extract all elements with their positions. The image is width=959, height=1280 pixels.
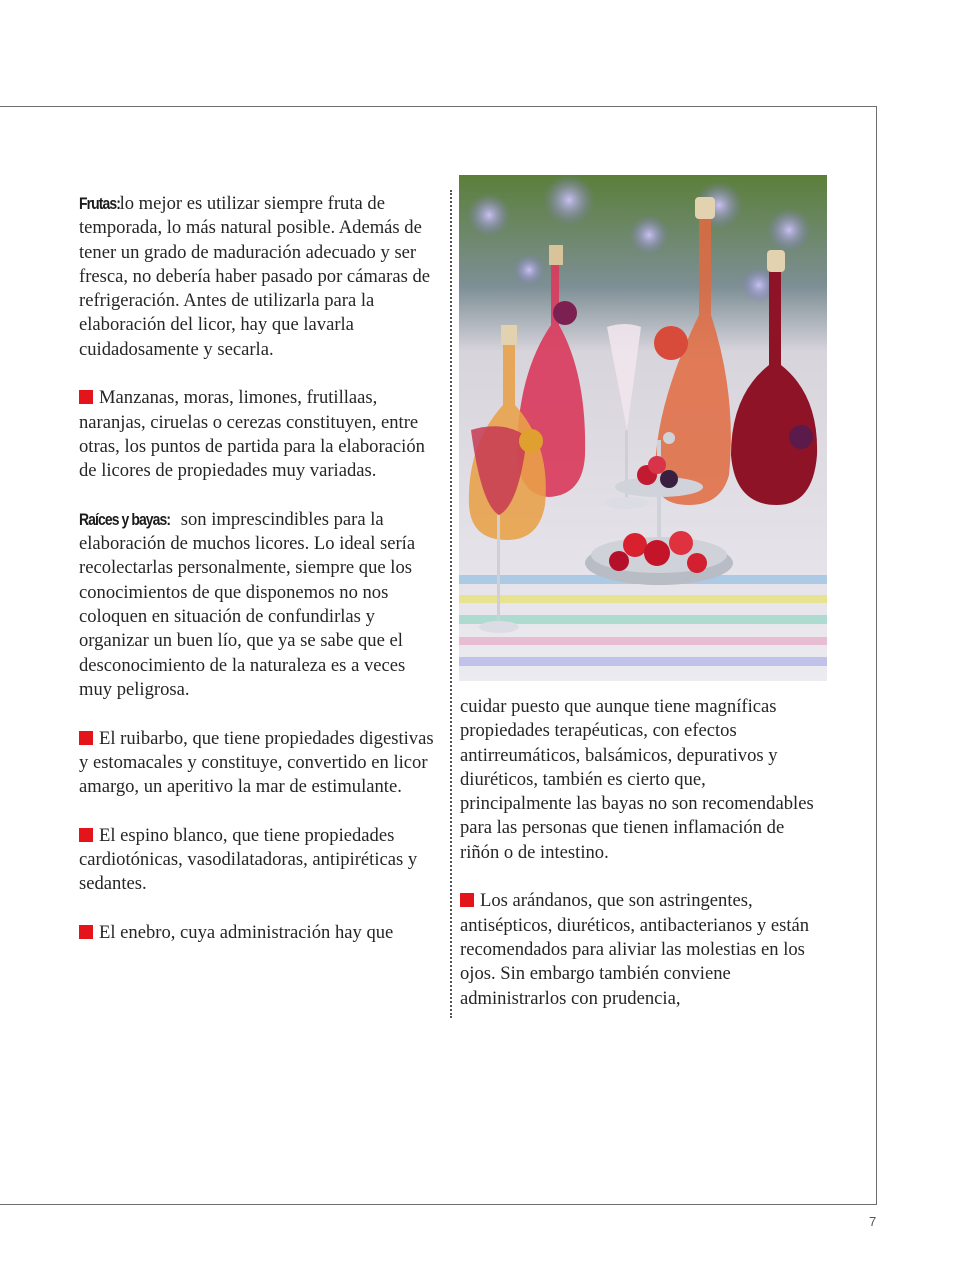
liqueur-bottles-photo [459, 175, 827, 681]
right-column [460, 695, 820, 1035]
column-divider [450, 190, 452, 1018]
red-square-bullet [79, 390, 93, 404]
page-number: 7 [869, 1214, 877, 1229]
label-raices-bayas: Raíces y bayas: [79, 509, 171, 529]
text-arandanos: Los arándanos, que son astringentes, antisépticos, diuréticos, antibacterianos y están recomendados para aliviar las molestias en los ojos. Sin embargo también conviene administrarlos con prudencia, [460, 890, 810, 1009]
paragraph-ruibarbo [79, 727, 439, 800]
text-enebro-cont: cuidar puesto que aunque tiene magníficas propiedades terapéuticas, con efectos antirreumáticos, balsámicos, depurativos y diuréticos, también es cierto que, principalmente las bayas no son recomendables para las personas que tienen inflamación de riñón o de intestino. [460, 696, 814, 863]
text-frutas: lo mejor es utilizar siempre fruta de temporada, lo más natural posible. Además de tener un grado de maduración adecuado y ser fresca, no debería haber pasado por cámaras de refrigeración. Antes de utilizarla para la elaboración del licor, hay que lavarla cuidadosamente y secarla. [79, 193, 431, 360]
red-square-bullet [460, 893, 474, 907]
paragraph-raices [79, 508, 439, 702]
paragraph-frutas [79, 192, 439, 362]
red-square-bullet [79, 925, 93, 939]
red-square-bullet [79, 731, 93, 745]
text-espino: El espino blanco, que tiene propiedades cardiotónicas, vasodilatadoras, antipiréticas y sedantes. [79, 824, 418, 895]
text-fruit-list: Manzanas, moras, limones, frutillaas, naranjas, ciruelas o cerezas constituyen, entre otras, los puntos de partida para la elaboración de licores de propiedades muy variadas. [79, 387, 425, 482]
red-square-bullet [79, 828, 93, 842]
text-raices: son imprescindibles para la elaboración de muchos licores. Lo ideal sería recolectarlas personalmente, siempre que los conocimientos de que disponemos no nos coloquen en situación de confundirlas y organizar un buen lío, que ya se sabe que el desconocimiento de la naturaleza es a veces muy peligrosa. [79, 508, 416, 700]
text-ruibarbo: El ruibarbo, que tiene propiedades digestivas y estomacales y constituye, convertido en licor amargo, un aperitivo la mar de estimulante. [79, 727, 434, 798]
paragraph-arandanos [460, 889, 820, 1010]
paragraph-fruit-list [79, 386, 439, 483]
label-frutas: Frutas: [79, 194, 120, 213]
left-column [79, 192, 439, 970]
paragraph-espino [79, 824, 439, 897]
paragraph-enebro [79, 921, 439, 945]
paragraph-enebro-cont [460, 695, 820, 865]
text-enebro: El enebro, cuya administración hay que [99, 921, 394, 943]
